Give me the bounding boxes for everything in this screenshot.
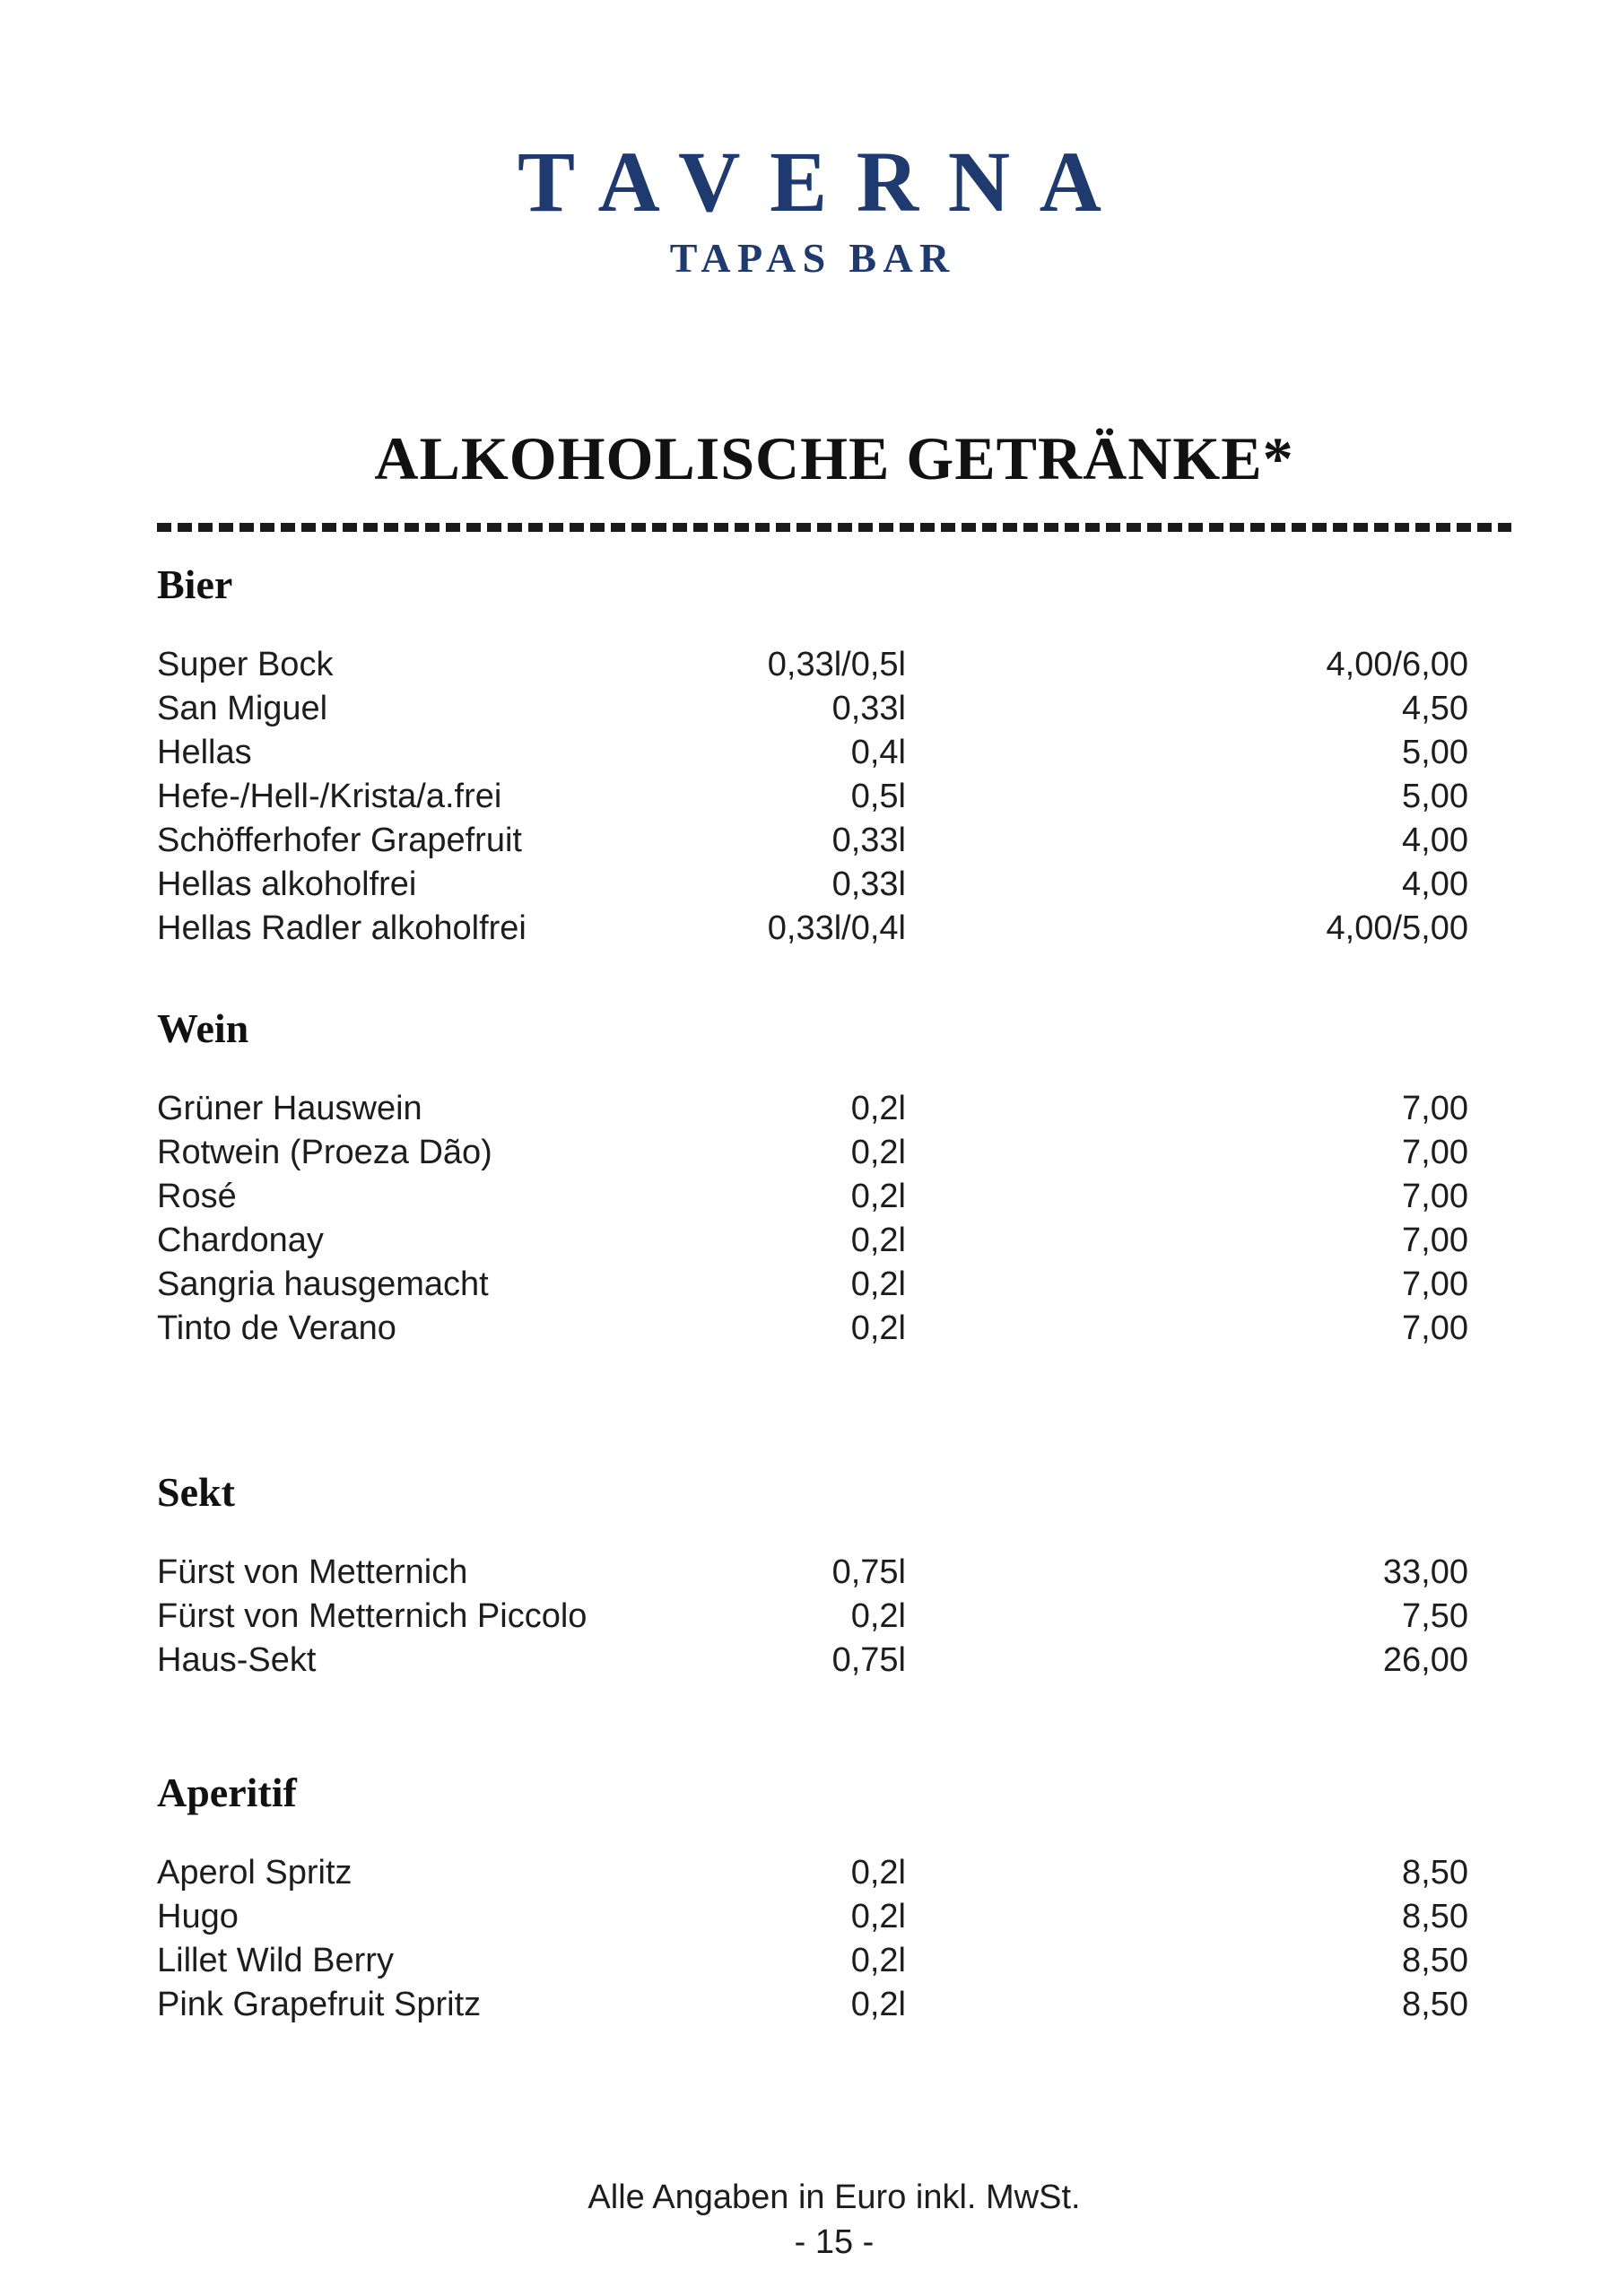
menu-item-row bbox=[157, 1939, 1511, 1983]
item-size: 0,75l bbox=[831, 1641, 906, 1680]
item-size: 0,33l bbox=[831, 865, 906, 904]
menu-item-row bbox=[157, 1131, 1511, 1175]
logo bbox=[0, 0, 1619, 279]
menu-item-row bbox=[157, 1219, 1511, 1263]
item-size: 0,2l bbox=[850, 1178, 906, 1216]
brand-subtitle: TAPAS BAR bbox=[669, 235, 956, 281]
menu-sections bbox=[157, 561, 1511, 2027]
item-size: 0,2l bbox=[850, 1597, 906, 1636]
item-price: 5,00 bbox=[1402, 734, 1468, 772]
menu-section-bier bbox=[157, 561, 1511, 951]
section-rows bbox=[157, 1551, 1511, 1683]
section-heading: Sekt bbox=[157, 1469, 235, 1516]
item-price: 7,50 bbox=[1402, 1597, 1468, 1636]
menu-item-row bbox=[157, 731, 1511, 775]
item-size: 0,33l/0,5l bbox=[767, 646, 906, 684]
item-price: 33,00 bbox=[1382, 1553, 1468, 1592]
vat-note: Alle Angaben in Euro inkl. MwSt. bbox=[588, 2179, 1081, 2216]
item-price: 8,50 bbox=[1402, 1986, 1468, 2024]
item-name: Fürst von Metternich bbox=[157, 1553, 468, 1592]
item-size: 0,2l bbox=[850, 1854, 906, 1892]
item-name: Pink Grapefruit Spritz bbox=[157, 1986, 482, 2024]
item-price: 8,50 bbox=[1402, 1854, 1468, 1892]
section-heading: Wein bbox=[157, 1005, 249, 1052]
item-name: Schöfferhofer Grapefruit bbox=[157, 822, 522, 860]
menu-item-row bbox=[157, 687, 1511, 731]
page-number: - 15 - bbox=[794, 2223, 875, 2261]
item-size: 0,75l bbox=[831, 1553, 906, 1592]
item-name: Sangria hausgemacht bbox=[157, 1265, 489, 1304]
menu-item-row bbox=[157, 1263, 1511, 1307]
page-footer bbox=[157, 2175, 1511, 2265]
item-size: 0,2l bbox=[850, 1090, 906, 1128]
menu-item-row bbox=[157, 1595, 1511, 1639]
menu-item-row bbox=[157, 863, 1511, 907]
menu-item-row bbox=[157, 1175, 1511, 1219]
menu-item-row bbox=[157, 1639, 1511, 1683]
menu-item-row bbox=[157, 1895, 1511, 1939]
item-name: Aperol Spritz bbox=[157, 1854, 353, 1892]
item-price: 7,00 bbox=[1402, 1090, 1468, 1128]
menu-item-row bbox=[157, 643, 1511, 687]
item-name: Super Bock bbox=[157, 646, 334, 684]
item-size: 0,33l/0,4l bbox=[767, 909, 906, 948]
item-name: Hugo bbox=[157, 1898, 239, 1936]
item-name: Hellas Radler alkoholfrei bbox=[157, 909, 527, 948]
menu-item-row bbox=[157, 1851, 1511, 1895]
item-size: 0,2l bbox=[850, 1265, 906, 1304]
item-name: Hellas alkoholfrei bbox=[157, 865, 417, 904]
menu-item-row bbox=[157, 819, 1511, 863]
menu-item-row bbox=[157, 1087, 1511, 1131]
page-title: ALKOHOLISCHE GETRÄNKE* bbox=[374, 424, 1294, 492]
section-heading: Aperitif bbox=[157, 1770, 297, 1816]
item-size: 0,5l bbox=[850, 778, 906, 816]
item-price: 4,00 bbox=[1402, 865, 1468, 904]
item-price: 8,50 bbox=[1402, 1898, 1468, 1936]
menu-item-row bbox=[157, 1307, 1511, 1351]
item-name: Haus-Sekt bbox=[157, 1641, 317, 1680]
item-name: Grüner Hauswein bbox=[157, 1090, 422, 1128]
item-name: Chardonay bbox=[157, 1222, 324, 1260]
item-size: 0,2l bbox=[850, 1986, 906, 2024]
dashed-divider bbox=[157, 523, 1511, 532]
item-name: Hellas bbox=[157, 734, 252, 772]
item-price: 4,00/6,00 bbox=[1326, 646, 1468, 684]
section-rows bbox=[157, 1087, 1511, 1351]
item-price: 4,00 bbox=[1402, 822, 1468, 860]
item-name: Tinto de Verano bbox=[157, 1309, 396, 1348]
item-price: 7,00 bbox=[1402, 1178, 1468, 1216]
item-price: 4,00/5,00 bbox=[1326, 909, 1468, 948]
item-price: 4,50 bbox=[1402, 690, 1468, 728]
section-rows bbox=[157, 1851, 1511, 2027]
item-price: 7,00 bbox=[1402, 1134, 1468, 1172]
menu-section-wein bbox=[157, 1005, 1511, 1351]
item-price: 7,00 bbox=[1402, 1309, 1468, 1348]
item-price: 26,00 bbox=[1382, 1641, 1468, 1680]
menu-section-aperitif bbox=[157, 1772, 1511, 2027]
item-price: 7,00 bbox=[1402, 1265, 1468, 1304]
item-size: 0,33l bbox=[831, 690, 906, 728]
item-name: Lillet Wild Berry bbox=[157, 1942, 394, 1980]
item-name: Fürst von Metternich Piccolo bbox=[157, 1597, 588, 1636]
item-size: 0,33l bbox=[831, 822, 906, 860]
menu-item-row bbox=[157, 775, 1511, 819]
section-rows bbox=[157, 643, 1511, 951]
brand-wordmark: TAVERNA bbox=[517, 134, 1131, 230]
menu-item-row bbox=[157, 1983, 1511, 2027]
menu-item-row bbox=[157, 1551, 1511, 1595]
item-name: Rosé bbox=[157, 1178, 237, 1216]
item-size: 0,2l bbox=[850, 1898, 906, 1936]
item-size: 0,2l bbox=[850, 1309, 906, 1348]
item-name: Rotwein (Proeza Dão) bbox=[157, 1134, 492, 1172]
item-size: 0,2l bbox=[850, 1942, 906, 1980]
menu-item-row bbox=[157, 907, 1511, 951]
section-heading: Bier bbox=[157, 561, 233, 608]
menu-content bbox=[157, 424, 1511, 2027]
item-size: 0,2l bbox=[850, 1134, 906, 1172]
item-name: Hefe-/Hell-/Krista/a.frei bbox=[157, 778, 502, 816]
item-price: 5,00 bbox=[1402, 778, 1468, 816]
menu-section-sekt bbox=[157, 1469, 1511, 1683]
item-size: 0,2l bbox=[850, 1222, 906, 1260]
item-price: 8,50 bbox=[1402, 1942, 1468, 1980]
item-size: 0,4l bbox=[850, 734, 906, 772]
item-price: 7,00 bbox=[1402, 1222, 1468, 1260]
item-name: San Miguel bbox=[157, 690, 328, 728]
